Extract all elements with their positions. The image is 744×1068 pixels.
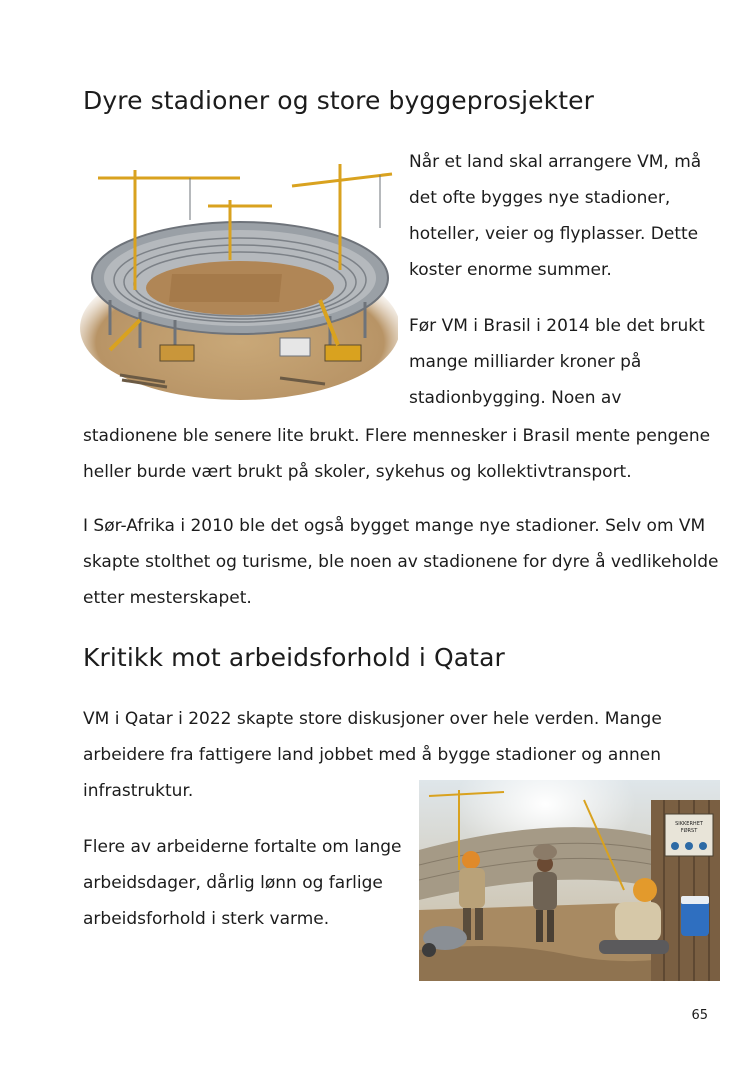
paragraph-brazil-continued <box>83 418 723 490</box>
text-line: VM i Qatar i 2022 skapte store diskusjoner over hele verden. Mange <box>83 709 662 729</box>
workers-image <box>419 780 720 981</box>
text-line: stadionbygging. Noen av <box>409 388 622 408</box>
text-line: arbeidsforhold i sterk varme. <box>83 909 330 929</box>
section-heading-qatar: Kritikk mot arbeidsforhold i Qatar <box>83 643 505 672</box>
stadium-construction-illustration <box>80 150 398 400</box>
text-line: det ofte bygges nye stadioner, <box>409 188 671 208</box>
text-line: heller burde vært brukt på skoler, sykehus og kollektivtransport. <box>83 462 632 482</box>
workers-illustration <box>419 780 720 981</box>
text-line: stadionene ble senere lite brukt. Flere mennesker i Brasil mente pengene <box>83 426 711 446</box>
stadium-construction-image <box>80 150 398 400</box>
paragraph-brazil-wrapped <box>409 308 705 416</box>
paragraph-qatar-workers <box>83 829 403 937</box>
text-line: Når et land skal arrangere VM, må <box>409 152 702 172</box>
section-heading-stadiums: Dyre stadioner og store byggeprosjekter <box>83 86 594 115</box>
text-line: infrastruktur. <box>83 781 194 801</box>
page-number: 65 <box>691 1008 708 1023</box>
text-line: arbeidere fra fattigere land jobbet med å bygge stadioner og annen <box>83 745 662 765</box>
text-line: koster enorme summer. <box>409 260 612 280</box>
text-line: arbeidsdager, dårlig lønn og farlige <box>83 873 383 893</box>
text-line: I Sør-Afrika i 2010 ble det også bygget mange nye stadioner. Selv om VM <box>83 516 706 536</box>
paragraph-intro <box>409 144 701 288</box>
text-line: etter mesterskapet. <box>83 588 252 608</box>
paragraph-south-africa <box>83 508 723 616</box>
text-line: mange milliarder kroner på <box>409 352 642 372</box>
text-line: Flere av arbeiderne fortalte om lange <box>83 837 402 857</box>
sign-text: FØRST <box>680 828 698 834</box>
sign-text: SIKKERHET <box>675 821 703 827</box>
text-line: Før VM i Brasil i 2014 ble det brukt <box>409 316 705 336</box>
text-line: skapte stolthet og turisme, ble noen av stadionene for dyre å vedlikeholde <box>83 552 719 572</box>
text-line: hoteller, veier og flyplasser. Dette <box>409 224 699 244</box>
